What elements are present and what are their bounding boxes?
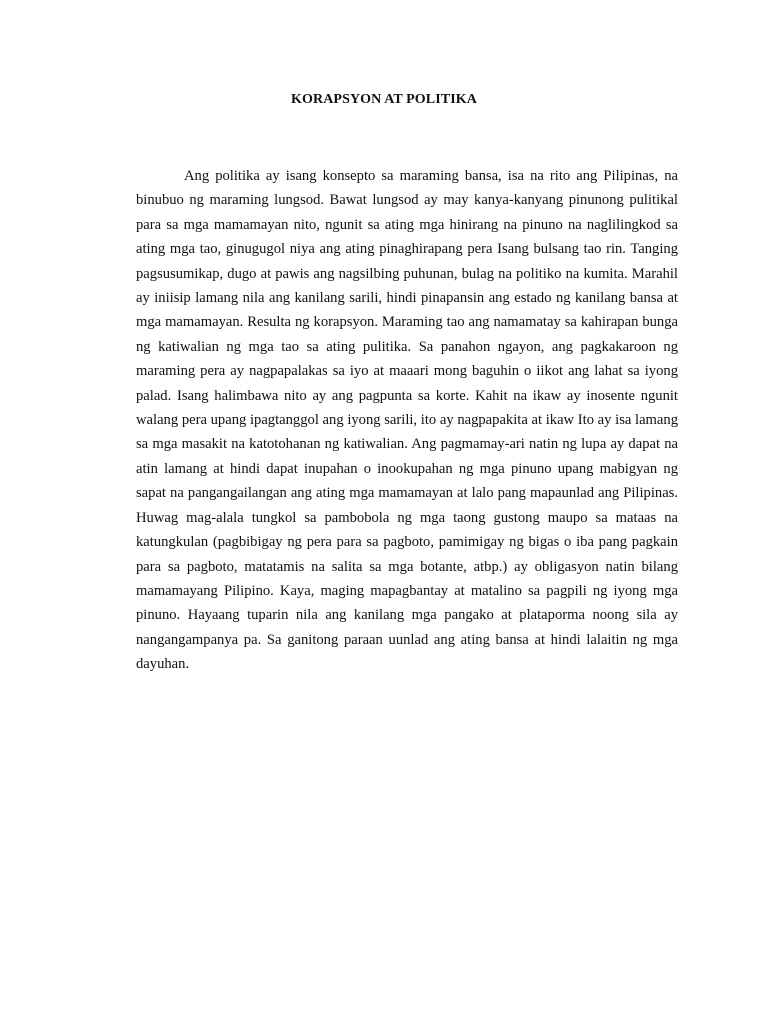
document-title: KORAPSYON AT POLITIKA bbox=[291, 92, 477, 107]
document-body-paragraph: Ang politika ay isang konsepto sa maraming bansa, isa na rito ang Pilipinas, na binubuo ng maraming lungsod. Bawat lungsod ay may kanya-kanyang pinunong pulitikal para sa mga mamamayan nito, ngunit sa ating mga hinirang na pinuno na naglilingkod sa ating mga tao, ginugugol niya ang ating pinaghirapang pera Isang bulsang tao rin. Tanging pagsusumikap, dugo at pawis ang nagsilbing puhunan, bulag na politiko na kumita. Marahil ay iniisip lamang nila ang kanilang sarili, hindi pinapansin ang estado ng kanilang bansa at mga mamamayan. Resulta ng korapsyon. Maraming tao ang namamatay sa kahirapan bunga ng katiwalian ng mga tao sa ating pulitika. Sa panahon ngayon, ang pagkakaroon ng maraming pera ay nagpapalakas sa iyo at maaari mong baguhin o iikot ang lahat sa iyong palad. Isang halimbawa nito ay ang pagpunta sa korte. Kahit na ikaw ay inosente ngunit walang pera upang ipagtanggol ang iyong sarili, ito ay nagpapakita at ikaw Ito ay isa lamang sa mga masakit na katotohanan ng katiwalian. Ang pagmamay-ari natin ng lupa ay dapat na atin lamang at hindi dapat inupahan o inookupahan ng mga pinuno upang mabigyan ng sapat na pangangailangan ang ating mga mamamayan at lalo pang mapaunlad ang Pilipinas. Huwag mag-alala tungkol sa pambobola ng mga taong gustong maupo sa mataas na katungkulan (pagbibigay ng pera para sa pagboto, pamimigay ng bigas o iba pang pagkain para sa pagboto, matatamis na salita sa mga botante, atbp.) ay obligasyon natin bilang mamamayang Pilipino. Kaya, maging mapagbantay at matalino sa pagpili ng iyong mga pinuno. Hayaang tuparin nila ang kanilang mga pangako at plataporma noong sila ay nangangampanya pa. Sa ganitong paraan uunlad ang ating bansa at hindi lalaitin ng mga dayuhan. bbox=[136, 168, 678, 673]
